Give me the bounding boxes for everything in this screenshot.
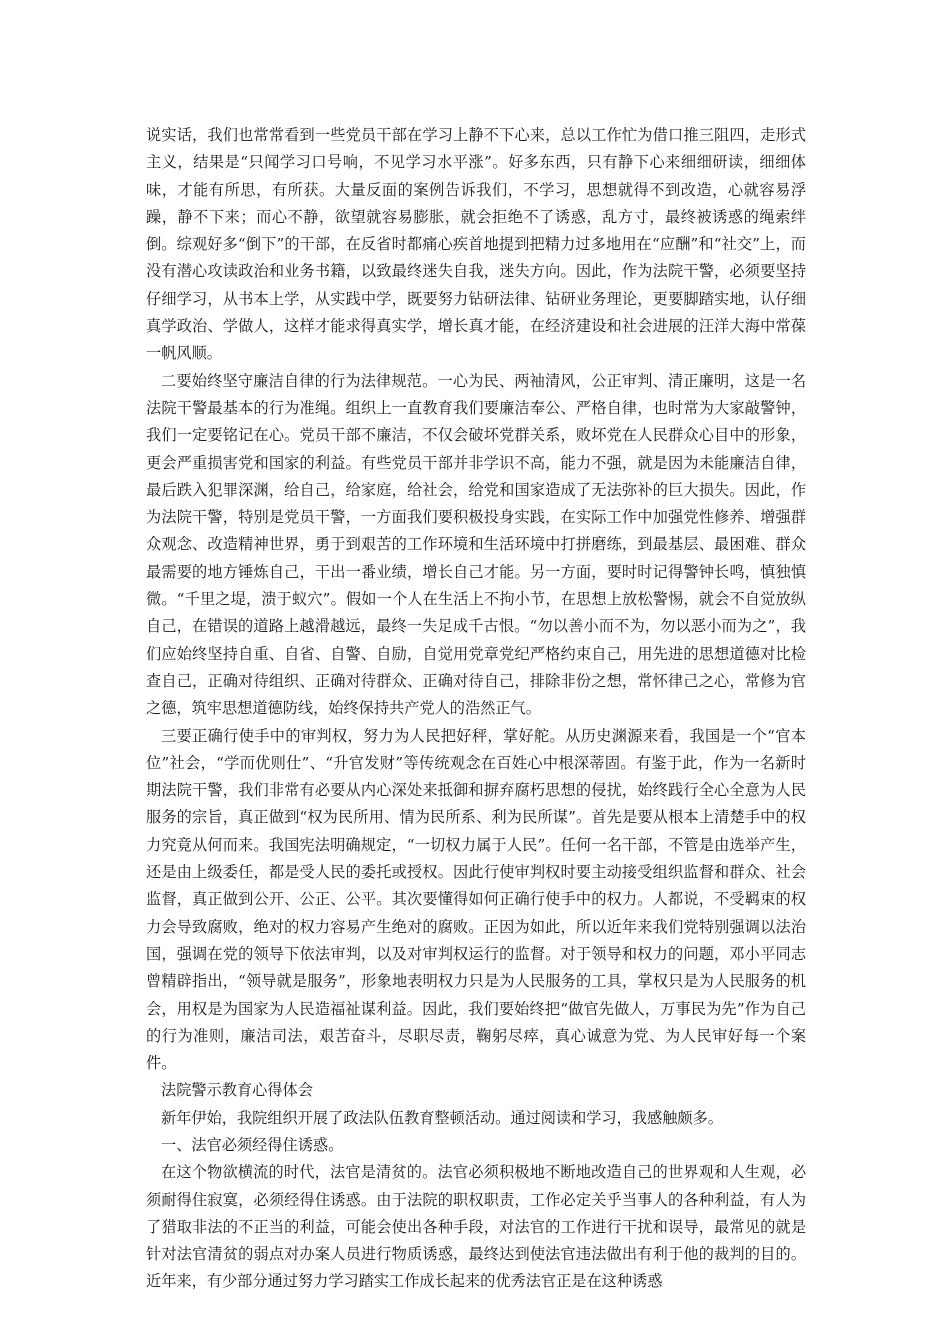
section-heading-temptation: 一、法官必须经得住诱惑。 <box>161 1135 344 1154</box>
document-body <box>146 122 806 1296</box>
paragraph-study: 说实话，我们也常常看到一些党员干部在学习上静不下心来，总以工作忙为借口推三阻四，走形式主义，结果是“只闻学习口号响，不见学习水平涨”。好多东西，只有静下心来细细研读，细细体味，才能有所思，有所获。大量反面的案例告诉我们，不学习，思想就得不到改造，心就容易浮躁，静不下来；而心不静，欲望就容易膨胀，就会拒绝不了诱惑，乱方寸，最终被诱惑的绳索绊倒。综观好多“倒下”的干部，在反省时都痛心疾首地提到把精力过多地用在“应酬”和“社交”上，而没有潜心攻读政治和业务书籍，以致最终迷失自我，迷失方向。因此，作为法院干警，必须要坚持仔细学习，从书本上学，从实践中学，既要努力钻研法律、钻研业务理论，更要脚踏实地，认仔细真学政治、学做人，这样才能求得真实学，增长真才能，在经济建设和社会进展的汪洋大海中常葆一帆风顺。 <box>146 126 806 363</box>
paragraph-judicial-power: 三要正确行使手中的审判权，努力为人民把好秤，掌好舵。从历史渊源来看，我国是一个“官本位”社会，“学而优则仕”、“升官发财”等传统观念在百姓心中根深蒂固。有鉴于此，作为一名新时期法院干警，我们非常有必要从内心深处来抵御和摒弃腐朽思想的侵扰，始终践行全心全意为人民服务的宗旨，真正做到“权为民所用、情为民所系、利为民所谋”。首先是要从根本上清楚手中的权力究竟从何而来。我国宪法明确规定，“一切权力属于人民”。任何一名干部，不管是由选举产生，还是由上级委任，都是受人民的委托或授权。因此行使审判权时要主动接受组织监督和群众、社会监督，真正做到公开、公正、公平。其次要懂得如何正确行使手中的权力。人都说，不受羁束的权力会导致腐败，绝对的权力容易产生绝对的腐败。正因为如此，所以近年来我们党特别强调以法治国，强调在党的领导下依法审判，以及对审判权运行的监督。对于领导和权力的问题，邓小平同志曾精辟指出，“领导就是服务”，形象地表明权力只是为人民服务的工具，掌权只是为人民服务的机会，用权是为国家为人民造福祉谋利益。因此，我们要始终把“做官先做人，万事民为先”作为自己的行为准则，廉洁司法，艰苦奋斗，尽职尽责，鞠躬尽瘁，真心诚意为党、为人民审好每一个案件。 <box>146 726 806 1073</box>
section-title: 法院警示教育心得体会 <box>161 1081 313 1100</box>
paragraph-intro: 新年伊始，我院组织开展了政法队伍教育整顿活动。通过阅读和学习，我感触颇多。 <box>161 1108 723 1127</box>
paragraph-temptation: 在这个物欲横流的时代，法官是清贫的。法官必须积极地不断地改造自己的世界观和人生观，必须耐得住寂寞，必须经得住诱惑。由于法院的职权职责，工作必定关乎当事人的各种利益，有人为了猎取非法的不正当的利益，可能会使出各种手段，对法官的工作进行干扰和误导，最常见的就是针对法官清贫的弱点对办案人员进行物质诱惑，最终达到使法官违法做出有利于他的裁判的目的。近年来，有少部分通过努力学习踏实工作成长起来的优秀法官正是在这种诱惑 <box>146 1163 806 1291</box>
paragraph-integrity: 二要始终坚守廉洁自律的行为法律规范。一心为民、两袖清风，公正审判、清正廉明，这是一名法院干警最基本的行为准绳。组织上一直教育我们要廉洁奉公、严格自律，也时常为大家敲警钟，我们一定要铭记在心。党员干部不廉洁，不仅会破坏党群关系，败坏党在人民群众心目中的形象，更会严重损害党和国家的利益。有些党员干部并非学识不高，能力不强，就是因为未能廉洁自律，最后跌入犯罪深渊，给自己，给家庭，给社会，给党和国家造成了无法弥补的巨大损失。因此，作为法院干警，特别是党员干警，一方面我们要积极投身实践，在实际工作中加强党性修养、增强群众观念、改造精神世界，勇于到艰苦的工作环境和生活环境中打拼磨练，到最基层、最困难、群众最需要的地方锤炼自己，干出一番业绩，增长自己才能。另一方面，要时时记得警钟长鸣，慎独慎微。“千里之堤，溃于蚁穴”。假如一个人在生活上不拘小节，在思想上放松警惕，就会不自觉放纵自己，在错误的道路上越滑越远，最终一失足成千古恨。“勿以善小而不为，勿以恶小而为之”，我们应始终坚持自重、自省、自警、自励，自觉用党章党纪严格约束自己，用先进的思想道德对比检查自己，正确对待组织、正确对待群众、正确对待自己，排除非份之想，常怀律己之心，常修为官之德，筑牢思想道德防线，始终保持共产党人的浩然正气。 <box>146 371 806 718</box>
